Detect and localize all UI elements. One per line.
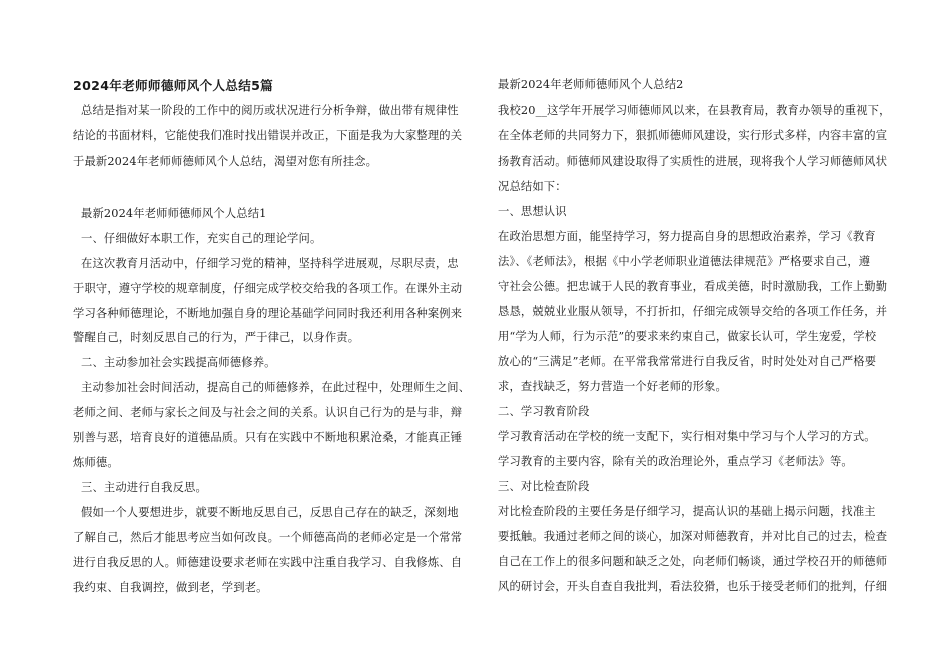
subheading: 一、思想认识: [498, 205, 567, 218]
subheading: 二、主动参加社会实践提高师德修养。: [81, 356, 276, 369]
paragraph-line: 老师之间、老师与家长之间及与社会之间的关系。认识自己行为的是与非，辩: [73, 406, 463, 419]
paragraph-line: 学习教育的主要内容，除有关的政治理论外，重点学习《老师法》等。: [498, 455, 853, 468]
paragraph-line: 我约束、自我调控，做到老，学到老。: [73, 581, 268, 594]
section-heading: 最新2024年老师师德师风个人总结2: [498, 78, 684, 91]
paragraph-line: 对比检查阶段的主要任务是仔细学习，提高认识的基础上揭示问题，找准主: [498, 505, 876, 518]
paragraph-line: 在政治思想方面，能坚持学习，努力提高自身的思想政治素养，学习《教育: [498, 230, 876, 243]
paragraph-line: 进行自我反思的人。师德建设要求老师在实践中注重自我学习、自我修炼、自: [73, 556, 463, 569]
paragraph-line: 恳恳，兢兢业业服从领导，不打折扣，仔细完成领导交给的各项工作任务，并: [498, 305, 888, 318]
paragraph-line: 学习各种师德理论，不断地加强自身的理论基础学问同时我还利用各种案例来: [73, 307, 463, 320]
paragraph-line: 要抵触。我通过老师之间的谈心，加深对师德教育，并对比自己的过去，检查: [498, 530, 888, 543]
subheading: 三、对比检查阶段: [498, 480, 590, 493]
paragraph-line: 况总结如下：: [498, 180, 567, 193]
paragraph-line: 主动参加社会时间活动，提高自己的师德修养，在此过程中，处理师生之间、: [81, 381, 471, 394]
paragraph-line: 假如一个人要想进步，就要不断地反思自己，反思自己存在的缺乏，深刻地: [81, 506, 459, 519]
paragraph-line: 扬教育活动。师德师风建设取得了实质性的进展，现将我个人学习师德师风状: [498, 155, 888, 168]
paragraph-line: 炼师德。: [73, 456, 119, 469]
subheading: 三、主动进行自我反思。: [81, 481, 207, 494]
intro-line: 结论的书面材料，它能使我们准时找出错误并改正，下面是我为大家整理的关: [73, 129, 463, 142]
paragraph-line: 放心的“三满足”老师。在平常我常常进行自我反省，时时处处对自己严格要: [498, 355, 877, 368]
paragraph-line: 警醒自己，时刻反思自己的行为，严于律己，以身作责。: [73, 331, 360, 344]
paragraph-line: 在这次教育月活动中，仔细学习党的精神，坚持科学进展观，尽职尽责，忠: [81, 257, 459, 270]
paragraph-line: 在全体老师的共同努力下，狠抓师德师风建设，实行形式多样，内容丰富的宣: [498, 129, 888, 142]
document-title: 2024年老师师德师风个人总结5篇: [73, 78, 274, 93]
subheading: 二、学习教育阶段: [498, 405, 590, 418]
intro-line: 于最新2024年老师师德师风个人总结，渴望对您有所挂念。: [73, 155, 378, 168]
paragraph-line: 求，查找缺乏，努力营造一个好老师的形象。: [498, 380, 727, 393]
paragraph-line: 于职守，遵守学校的规章制度，仔细完成学校交给我的各项工作。在课外主动: [73, 282, 463, 295]
paragraph-line: 别善与恶，培育良好的道德品质。只有在实践中不断地积累沧桑，才能真正锤: [73, 431, 463, 444]
paragraph-line: 学习教育活动在学校的统一支配下，实行相对集中学习与个人学习的方式。: [498, 430, 876, 443]
paragraph-line: 自己在工作上的很多问题和缺乏之处，向老师们畅谈，通过学校召开的师德师: [498, 555, 888, 568]
paragraph-line: 用“学为人师，行为示范”的要求来约束自己，做家长认可，学生宠爱，学校: [498, 330, 877, 343]
paragraph-line: 了解自己，然后才能思考应当如何改良。一个师德高尚的老师必定是一个常常: [73, 531, 463, 544]
paragraph-line: 法》、《老师法》，根据《中小学老师职业道德法律规范》严格要求自己，遵: [498, 255, 871, 268]
intro-line: 总结是指对某一阶段的工作中的阅历或状况进行分析争辩，做出带有规律性: [81, 104, 459, 117]
paragraph-line: 我校20__这学年开展学习师德师风以来，在县教育局，教育办领导的重视下，: [498, 104, 891, 117]
paragraph-line: 风的研讨会，开头自查自我批判，看法狡猾，也乐于接受老师们的批判，仔细: [498, 580, 888, 593]
subheading: 一、仔细做好本职工作，充实自己的理论学问。: [81, 232, 322, 245]
paragraph-line: 守社会公德。把忠诚于人民的教育事业，看成美德，时时激励我，工作上勤勤: [498, 280, 888, 293]
section-heading: 最新2024年老师师德师风个人总结1: [81, 207, 267, 220]
